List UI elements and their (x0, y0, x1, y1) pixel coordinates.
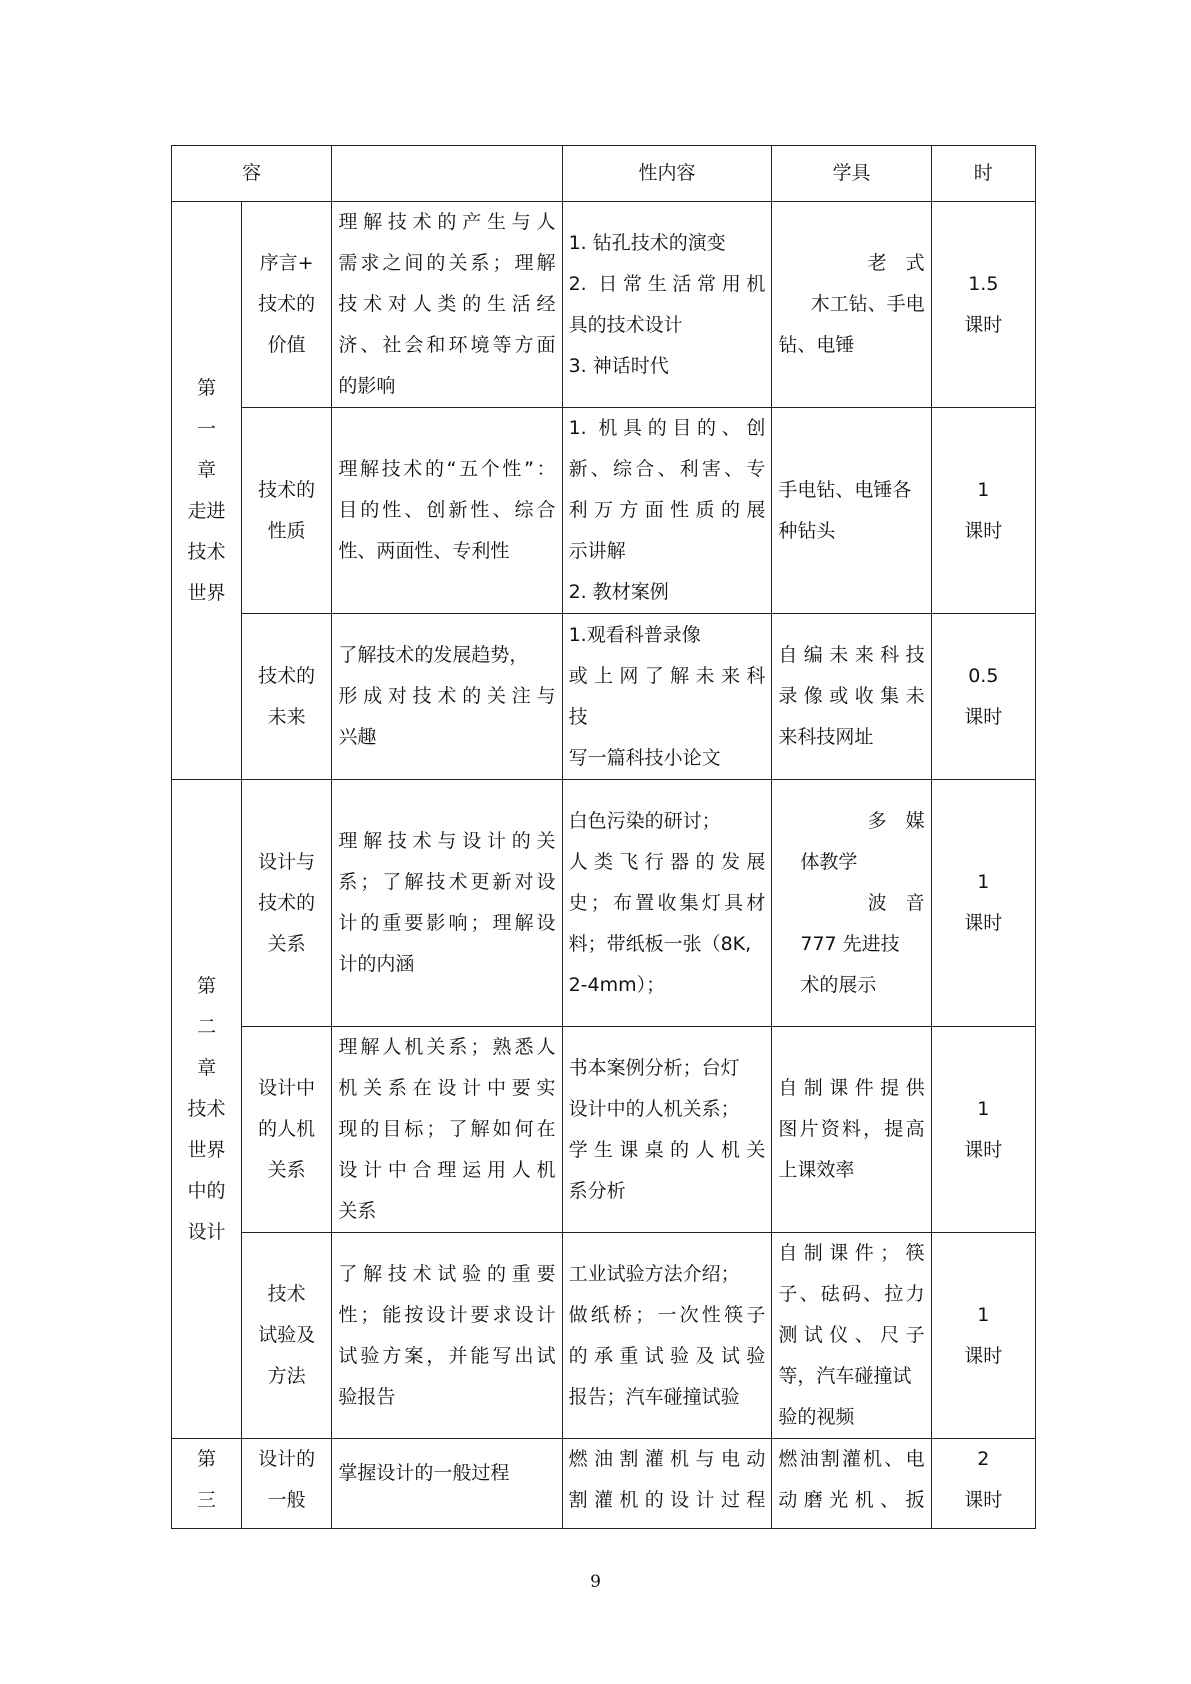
tools-line: 体教学 (800, 850, 858, 873)
content-line: 白色污染的研讨； (568, 809, 721, 832)
hours-unit: 课时 (964, 1138, 1003, 1161)
tools-line: 自编未来科技 (778, 644, 925, 666)
hours-unit: 课时 (964, 313, 1003, 336)
goal-line: 关系 (338, 1200, 377, 1222)
tools-line: 上课效率 (778, 1159, 855, 1181)
tools-line: 术的展示 (800, 973, 877, 996)
section-name-line: 设计中 (258, 1077, 316, 1099)
goal-line: 的影响 (338, 375, 396, 397)
content-line: 1. 钻孔技术的演变 (568, 231, 726, 254)
tools-line: 手电钻、电锤各 (778, 478, 912, 501)
section-name (241, 1027, 331, 1233)
content-line: 1. 机具的目的、创 (568, 417, 766, 439)
content-line: 书本案例分析；台灯 (568, 1056, 740, 1079)
section-content (562, 408, 772, 614)
section-goal (332, 1233, 562, 1439)
section-name-line: 设计与 (258, 850, 316, 873)
tools-line: 测试仪、尺子 (778, 1324, 925, 1346)
tools-line: 子、砝码、拉力 (778, 1283, 925, 1305)
section-name-line: 技术的 (258, 293, 316, 315)
content-line: 技 (568, 705, 588, 728)
goal-line: 性；能按设计要求设计 (338, 1303, 556, 1326)
hours-value: 1 (977, 1303, 990, 1326)
chapter-char: 中的 (187, 1179, 226, 1202)
tools-line: 自制课件；筷 (778, 1242, 925, 1264)
goal-line: 目的性、创新性、综合 (338, 499, 556, 521)
table-row (172, 780, 1036, 1027)
section-content (562, 780, 772, 1027)
lesson-plan-table (171, 145, 1036, 1529)
table-row (172, 202, 1036, 408)
tools-line: 图片资料，提高 (778, 1118, 925, 1140)
goal-line: 兴趣 (338, 726, 377, 748)
table-row (172, 1027, 1036, 1233)
goal-line: 理解技术的“五个性”： (338, 458, 556, 480)
section-name-line: 技术的 (258, 664, 316, 687)
content-line: 学生课桌的人机关 (568, 1138, 766, 1161)
section-hours (931, 1233, 1035, 1439)
chapter-char: 一 (196, 417, 216, 440)
content-line: 做纸桥；一次性筷子 (568, 1303, 766, 1326)
chapter-char: 三 (196, 1489, 216, 1511)
section-tools (772, 1027, 931, 1233)
content-line: 史；布置收集灯具材 (568, 891, 766, 914)
section-name (241, 1439, 331, 1529)
content-line: 2. 日常生活常用机 (568, 272, 766, 295)
goal-line: 性、两面性、专利性 (338, 540, 510, 562)
hours-value: 1.5 (968, 272, 999, 295)
section-tools (772, 780, 931, 1027)
section-tools (772, 1439, 931, 1529)
hours-unit: 课时 (964, 1344, 1003, 1367)
chapter-title-1 (172, 202, 242, 780)
section-content (562, 202, 772, 408)
hours-value: 1 (977, 871, 990, 893)
section-tools (772, 408, 931, 614)
section-name (241, 780, 331, 1027)
goal-line: 计的内涵 (338, 953, 415, 975)
hours-unit: 课时 (964, 705, 1003, 728)
table-row (172, 614, 1036, 780)
goal-line: 理解技术与设计的关 (338, 830, 556, 852)
section-name-line: 技术的 (258, 891, 316, 914)
chapter-char: 二 (196, 1015, 216, 1038)
header-cell-tools: 学具 (772, 146, 931, 202)
section-goal (332, 1027, 562, 1233)
section-name-line: 未来 (267, 705, 306, 728)
content-line: 1.观看科普录像 (568, 623, 701, 646)
content-line: 报告；汽车碰撞试验 (568, 1385, 740, 1408)
content-line: 料；带纸板一张（8K, (568, 932, 752, 955)
section-name (241, 408, 331, 614)
tools-line: 自制课件提供 (778, 1077, 925, 1099)
chapter-char: 设计 (187, 1220, 226, 1243)
section-hours (931, 1439, 1035, 1529)
section-name (241, 1233, 331, 1439)
section-name-line: 关系 (267, 932, 306, 955)
tools-line: 777 先进技 (800, 932, 900, 955)
chapter-title-2 (172, 780, 242, 1439)
tools-line: 多 媒 (867, 809, 925, 832)
hours-value: 1 (977, 1097, 990, 1120)
content-line: 3. 神话时代 (568, 354, 669, 377)
goal-line: 设计中合理运用人机 (338, 1159, 556, 1181)
goal-line: 形成对技术的关注与 (338, 685, 556, 707)
goal-line: 了解技术试验的重要 (338, 1262, 556, 1285)
chapter-char: 走进 (187, 499, 226, 522)
tools-line: 木工钻、手电 (810, 293, 925, 315)
section-content (562, 1027, 772, 1233)
section-goal (332, 202, 562, 408)
section-name-line: 关系 (267, 1159, 306, 1181)
chapter-char: 第 (196, 974, 216, 997)
goal-line: 机关系在设计中要实 (338, 1077, 556, 1099)
page-number: 9 (590, 1572, 601, 1592)
table-row (172, 408, 1036, 614)
chapter-char: 技术 (187, 1097, 226, 1120)
section-tools (772, 202, 931, 408)
section-goal (332, 408, 562, 614)
section-tools (772, 1233, 931, 1439)
section-name-line: 的人机 (258, 1118, 316, 1140)
chapter-char: 第 (196, 376, 216, 399)
content-line: 割灌机的设计过程 (568, 1489, 766, 1511)
section-name-line: 试验及 (258, 1324, 316, 1346)
goal-line: 理解人机关系；熟悉人 (338, 1036, 556, 1058)
content-line: 2. 教材案例 (568, 581, 669, 603)
header-cell-content: 容 (172, 146, 332, 202)
section-name (241, 202, 331, 408)
tools-line: 等，汽车碰撞试 (778, 1365, 912, 1387)
content-line: 利万方面性质的展 (568, 499, 766, 521)
content-line: 工业试验方法介绍； (568, 1262, 740, 1285)
section-name-line: 一般 (267, 1489, 306, 1511)
hours-unit: 课时 (964, 1489, 1003, 1511)
content-line: 或上网了解未来科 (568, 664, 766, 687)
goal-line: 理解技术的产生与人 (338, 211, 556, 233)
content-line: 写一篇科技小论文 (568, 746, 721, 769)
content-line: 系分析 (568, 1179, 626, 1202)
section-goal (332, 1439, 562, 1529)
section-name-line: 技术 (267, 1283, 306, 1305)
header-cell-goal (332, 146, 562, 202)
tools-line: 动磨光机、扳 (778, 1489, 925, 1511)
section-hours (931, 408, 1035, 614)
section-name-line: 价值 (267, 334, 306, 356)
table-row (172, 1233, 1036, 1439)
section-name-line: 序言+ (259, 252, 314, 274)
goal-line: 掌握设计的一般过程 (338, 1462, 510, 1484)
tools-line: 燃油割灌机、电 (778, 1448, 925, 1470)
hours-value: 0.5 (968, 664, 999, 687)
goal-line: 验报告 (338, 1385, 396, 1408)
content-line: 2-4mm）； (568, 973, 666, 996)
goal-line: 济、社会和环境等方面 (338, 334, 556, 356)
section-name-line: 设计的 (258, 1448, 316, 1470)
tools-line: 波 音 (867, 891, 925, 914)
goal-line: 系；了解技术更新对设 (338, 871, 556, 893)
tools-line: 来科技网址 (778, 726, 874, 748)
goal-line: 试验方案，并能写出试 (338, 1344, 556, 1367)
goal-line: 现的目标；了解如何在 (338, 1118, 556, 1140)
content-line: 人类飞行器的发展 (568, 850, 766, 873)
section-goal (332, 780, 562, 1027)
section-goal (332, 614, 562, 780)
section-hours (931, 1027, 1035, 1233)
goal-line: 需求之间的关系；理解 (338, 252, 556, 274)
tools-line: 钻、电锤 (778, 334, 855, 356)
header-row (172, 146, 1036, 202)
section-name-line: 技术的 (258, 478, 316, 501)
table-row (172, 1439, 1036, 1529)
goal-line: 技术对人类的生活经 (338, 293, 556, 315)
section-content (562, 1439, 772, 1529)
section-name-line: 方法 (267, 1365, 306, 1387)
tools-line: 老 式 (867, 252, 925, 274)
content-line: 示讲解 (568, 540, 626, 562)
content-line: 设计中的人机关系； (568, 1097, 740, 1120)
hours-value: 2 (977, 1448, 990, 1470)
section-hours (931, 614, 1035, 780)
section-hours (931, 780, 1035, 1027)
section-content (562, 1233, 772, 1439)
chapter-char: 第 (196, 1448, 216, 1470)
hours-unit: 课时 (964, 519, 1003, 542)
header-cell-hours: 时 (931, 146, 1035, 202)
chapter-char: 世界 (187, 581, 226, 604)
chapter-char: 章 (196, 1056, 216, 1079)
section-name-line: 性质 (267, 519, 306, 542)
goal-line: 了解技术的发展趋势， (338, 644, 529, 666)
chapter-char: 技术 (187, 540, 226, 563)
section-hours (931, 202, 1035, 408)
chapter-title-3 (172, 1439, 242, 1529)
hours-value: 1 (977, 478, 990, 501)
content-line: 燃油割灌机与电动 (568, 1448, 766, 1470)
hours-unit: 课时 (964, 912, 1003, 934)
tools-line: 录像或收集未 (778, 685, 925, 707)
chapter-char: 章 (196, 458, 216, 481)
section-content (562, 614, 772, 780)
content-line: 新、综合、利害、专 (568, 458, 766, 480)
tools-line: 验的视频 (778, 1406, 855, 1428)
section-name (241, 614, 331, 780)
header-cell-activity: 性内容 (562, 146, 772, 202)
tools-line: 种钻头 (778, 519, 836, 542)
content-line: 具的技术设计 (568, 313, 683, 336)
goal-line: 计的重要影响；理解设 (338, 912, 556, 934)
content-line: 的承重试验及试验 (568, 1344, 766, 1367)
chapter-char: 世界 (187, 1138, 226, 1161)
section-tools (772, 614, 931, 780)
